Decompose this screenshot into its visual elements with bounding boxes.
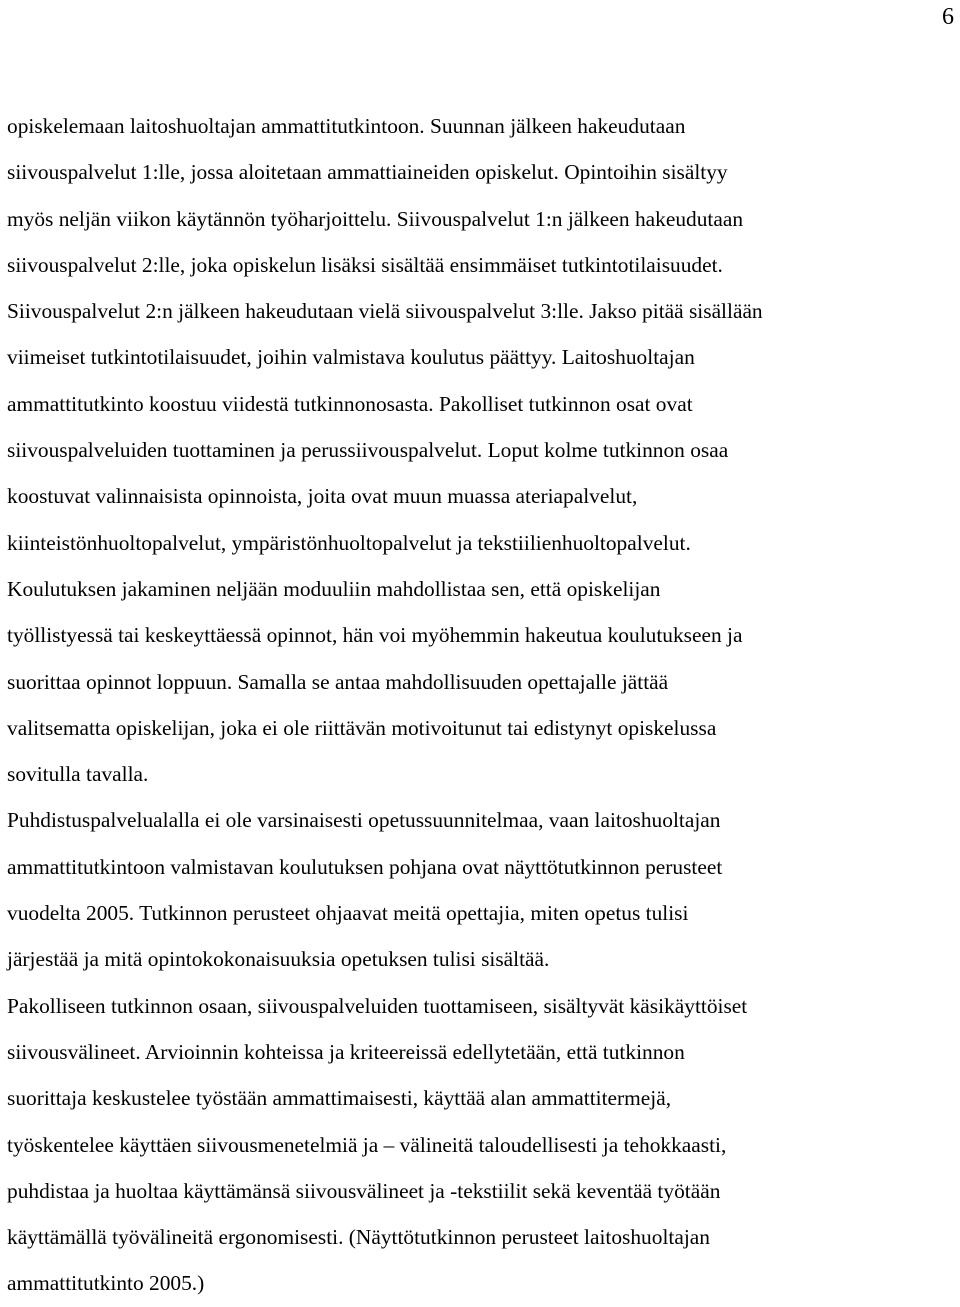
text-line: sovitulla tavalla. bbox=[7, 762, 149, 787]
paragraph-curriculum-basis bbox=[7, 797, 957, 982]
text-line: puhdistaa ja huoltaa käyttämänsä siivousvälineet ja -tekstiilit sekä keventää työtään bbox=[7, 1178, 721, 1203]
text-line: opiskelemaan laitoshuoltajan ammattitutkintoon. Suunnan jälkeen hakeudutaan bbox=[7, 114, 686, 138]
text-line: työllistyessä tai keskeyttäessä opinnot, hän voi myöhemmin hakeutua koulutukseen ja bbox=[7, 623, 743, 648]
text-line: työskentelee käyttäen siivousmenetelmiä ja – välineitä taloudellisesti ja tehokkaasti, bbox=[7, 1132, 727, 1157]
text-line: ammattitutkintoon valmistavan koulutuksen pohjana ovat näyttötutkinnon perusteet bbox=[7, 854, 723, 879]
text-line: ammattitutkinto 2005.) bbox=[7, 1271, 205, 1296]
text-line: suorittaja keskustelee työstään ammattimaisesti, käyttää alan ammattitermejä, bbox=[7, 1086, 672, 1111]
text-line: siivouspalvelut 1:lle, jossa aloitetaan ammattiaineiden opiskelut. Opintoihin sisältyy bbox=[7, 160, 728, 185]
text-line: Koulutuksen jakaminen neljään moduuliin mahdollistaa sen, että opiskelijan bbox=[7, 576, 661, 601]
text-line: koostuvat valinnaisista opinnoista, joita ovat muun muassa ateriapalvelut, bbox=[7, 484, 638, 509]
text-line: käyttämällä työvälineitä ergonomisesti. (Näyttötutkinnon perusteet laitoshuoltajan bbox=[7, 1225, 710, 1250]
text-line: siivouspalveluiden tuottaminen ja perussiivouspalvelut. Loput kolme tutkinnon osaa bbox=[7, 438, 729, 463]
text-line: suorittaa opinnot loppuun. Samalla se antaa mahdollisuuden opettajalle jättää bbox=[7, 669, 669, 694]
text-line: Puhdistuspalvelualalla ei ole varsinaisesti opetussuunnitelmaa, vaan laitoshuoltajan bbox=[7, 808, 721, 833]
body-text bbox=[7, 103, 957, 1307]
paragraph-module-structure bbox=[7, 103, 957, 797]
text-line: ammattitutkinto koostuu viidestä tutkinnonosasta. Pakolliset tutkinnon osat ovat bbox=[7, 391, 693, 416]
page-number: 6 bbox=[942, 4, 954, 30]
text-line: kiinteistönhuoltopalvelut, ympäristönhuoltopalvelut ja tekstiilienhuoltopalvelut. bbox=[7, 530, 691, 555]
paragraph-assessment-criteria bbox=[7, 983, 957, 1307]
text-line: siivousvälineet. Arvioinnin kohteissa ja kriteereissä edellytetään, että tutkinnon bbox=[7, 1039, 685, 1064]
text-line: järjestää ja mitä opintokokonaisuuksia opetuksen tulisi sisältää. bbox=[7, 947, 550, 972]
text-line: valitsematta opiskelijan, joka ei ole riittävän motivoitunut tai edistynyt opiskelussa bbox=[7, 715, 717, 740]
text-line: Pakolliseen tutkinnon osaan, siivouspalveluiden tuottamiseen, sisältyvät käsikäyttöiset bbox=[7, 993, 748, 1018]
text-line: siivouspalvelut 2:lle, joka opiskelun lisäksi sisältää ensimmäiset tutkintotilaisuudet. bbox=[7, 252, 723, 277]
text-line: Siivouspalvelut 2:n jälkeen hakeudutaan vielä siivouspalvelut 3:lle. Jakso pitää sisällään bbox=[7, 299, 763, 324]
text-line: viimeiset tutkintotilaisuudet, joihin valmistava koulutus päättyy. Laitoshuoltajan bbox=[7, 345, 695, 370]
text-line: myös neljän viikon käytännön työharjoittelu. Siivouspalvelut 1:n jälkeen hakeudutaan bbox=[7, 206, 744, 231]
text-line: vuodelta 2005. Tutkinnon perusteet ohjaavat meitä opettajia, miten opetus tulisi bbox=[7, 901, 689, 926]
